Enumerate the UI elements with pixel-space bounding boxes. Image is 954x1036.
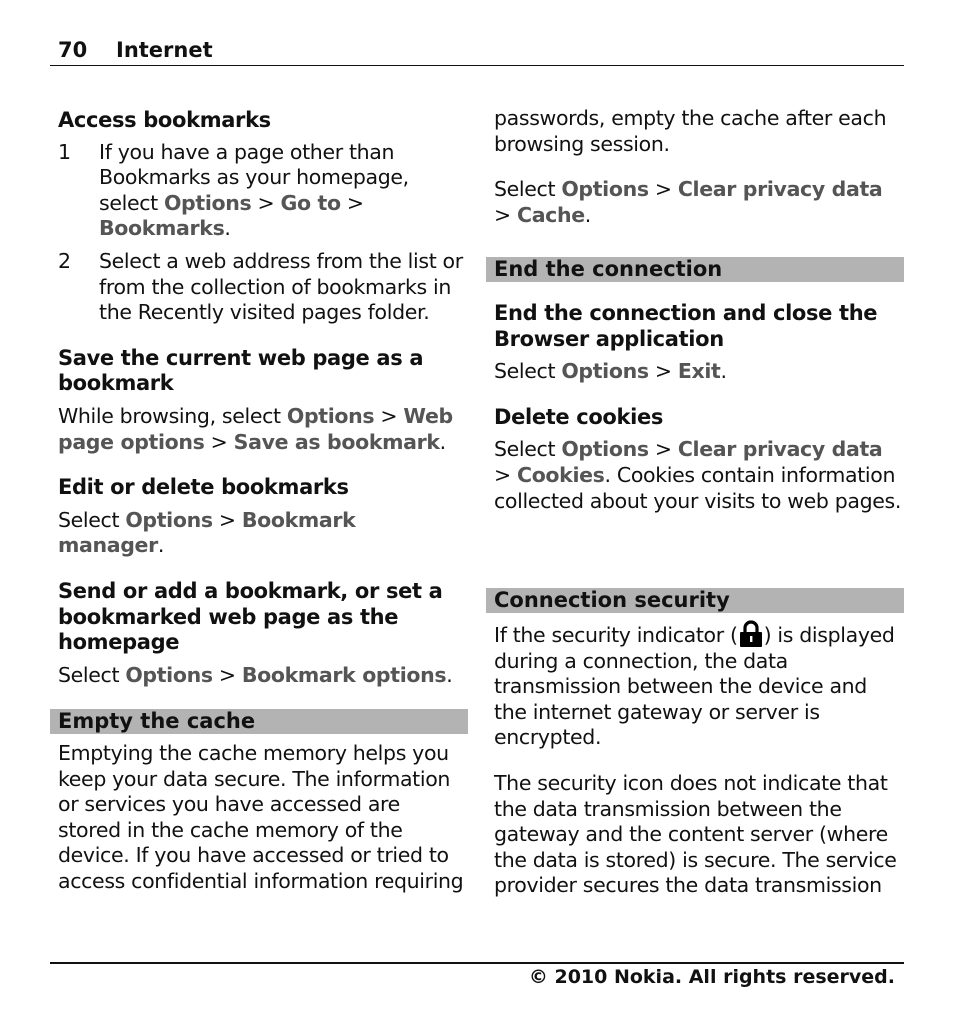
menu-cookies: Cookies xyxy=(517,462,605,487)
menu-options: Options xyxy=(286,403,375,428)
menu-bookmark-manager: Bookmark manager xyxy=(58,507,356,558)
separator: > xyxy=(494,202,517,227)
lock-icon xyxy=(738,620,764,648)
text: . Cookies contain information collected about your visits to web pages. xyxy=(494,462,902,513)
text: Select xyxy=(58,662,126,687)
edit-bookmarks-heading: Edit or delete bookmarks xyxy=(58,475,349,500)
step-text: Select a web address from the list or from the collection of bookmarks in the Recently visited pages folder. xyxy=(99,248,463,325)
text: Select xyxy=(494,177,562,202)
end-connection-heading: End the connection and close the Browser application xyxy=(494,301,878,351)
delete-cookies-heading: Delete cookies xyxy=(494,404,664,429)
period: . xyxy=(720,359,727,384)
list-item xyxy=(58,249,468,326)
separator: > xyxy=(204,429,234,454)
period: . xyxy=(439,429,446,454)
separator: > xyxy=(340,190,364,215)
text: Select xyxy=(494,437,562,462)
period: . xyxy=(584,202,591,227)
edit-bookmarks-text xyxy=(58,508,468,559)
menu-web-page-options: Web page options xyxy=(58,403,453,454)
menu-options: Options xyxy=(125,507,213,532)
save-bookmark-text xyxy=(58,404,468,455)
menu-clear-privacy-data: Clear privacy data xyxy=(677,437,883,462)
menu-options: Options xyxy=(125,662,213,687)
section-title: Internet xyxy=(116,38,213,62)
security-paragraph-1 xyxy=(494,620,904,751)
page-number: 70 xyxy=(58,38,88,62)
clear-cache-text xyxy=(494,177,904,228)
text: Select xyxy=(494,359,562,384)
separator: > xyxy=(251,190,281,215)
connection-security-section xyxy=(494,620,904,899)
menu-bookmarks: Bookmarks xyxy=(99,216,225,241)
footer-rule xyxy=(50,962,904,964)
end-connection-title: End the connection xyxy=(494,257,723,281)
exit-text xyxy=(494,359,904,385)
menu-go-to: Go to xyxy=(280,190,341,215)
end-connection-band xyxy=(486,257,904,282)
end-connection-section xyxy=(494,301,904,514)
empty-cache-band xyxy=(50,709,468,734)
separator: > xyxy=(494,462,517,487)
menu-bookmark-options: Bookmark options xyxy=(241,662,447,687)
send-bookmark-heading: Send or add a bookmark, or set a bookmarked web page as the homepage xyxy=(58,578,443,655)
period: . xyxy=(446,662,453,687)
access-bookmarks-heading: Access bookmarks xyxy=(58,108,271,132)
separator: > xyxy=(648,177,678,202)
menu-options: Options xyxy=(561,437,649,462)
connection-security-title: Connection security xyxy=(494,588,730,612)
delete-cookies-text xyxy=(494,437,904,514)
list-item xyxy=(58,140,468,242)
connection-security-band xyxy=(486,588,904,613)
empty-cache-heading: Empty the cache xyxy=(58,709,256,733)
step-number: 2 xyxy=(58,248,71,273)
security-paragraph-2: The security icon does not indicate that the data transmission between the gateway and the content server (where the data is stored) is secure. The service provider secures the data transmission xyxy=(494,770,897,898)
left-column xyxy=(58,108,468,688)
text: ) is displayed during a connection, the data transmission between the device and the internet gateway or server is encrypted. xyxy=(494,623,895,750)
separator: > xyxy=(648,437,678,462)
menu-options: Options xyxy=(561,359,649,384)
copyright: © 2010 Nokia. All rights reserved. xyxy=(528,966,895,988)
menu-clear-privacy-data: Clear privacy data xyxy=(677,177,883,202)
menu-options: Options xyxy=(561,177,649,202)
text: If the security indicator ( xyxy=(494,623,738,647)
header-rule xyxy=(50,65,904,66)
separator: > xyxy=(212,507,242,532)
separator: > xyxy=(374,403,404,428)
period: . xyxy=(157,533,165,558)
menu-exit: Exit xyxy=(677,359,721,384)
step-text: If you have a page other than Bookmarks as your homepage, select xyxy=(99,139,409,215)
send-bookmark-text xyxy=(58,663,468,689)
menu-options: Options xyxy=(163,190,252,215)
empty-cache-text xyxy=(58,741,468,895)
text: Emptying the cache memory helps you keep your data secure. The information or services you have accessed are stored in the cache memory of the device. If you have accessed or tried to access confidential information requiring xyxy=(58,741,464,893)
menu-cache: Cache xyxy=(517,202,585,227)
save-bookmark-heading: Save the current web page as a bookmark xyxy=(58,345,424,396)
menu-save-as-bookmark: Save as bookmark xyxy=(233,429,440,454)
step-number: 1 xyxy=(58,139,71,164)
cache-continued xyxy=(494,106,904,228)
text: passwords, empty the cache after each browsing session. xyxy=(494,106,887,156)
separator: > xyxy=(212,662,242,687)
text: While browsing, select xyxy=(58,403,287,428)
period: . xyxy=(224,216,231,241)
text: Select xyxy=(58,507,126,532)
separator: > xyxy=(648,359,678,384)
